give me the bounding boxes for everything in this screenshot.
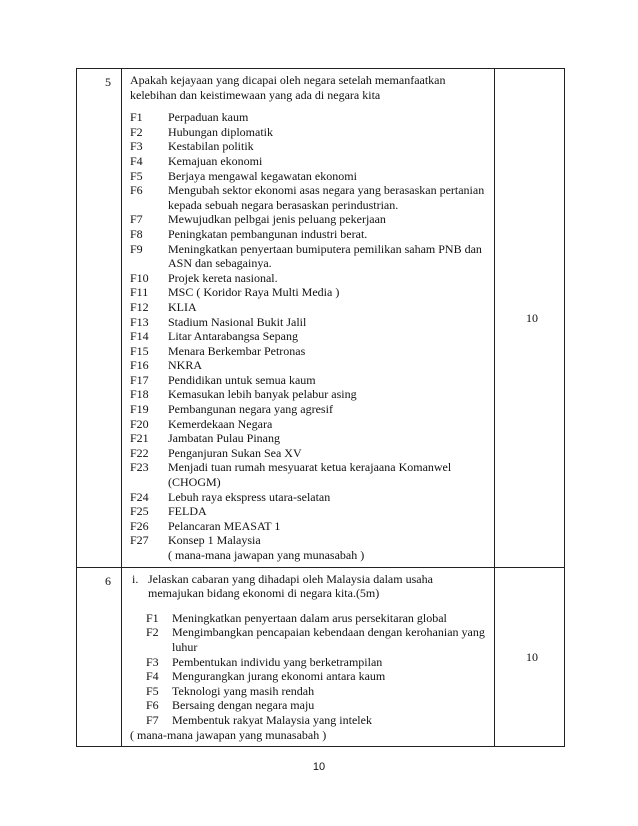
item-code: F19	[130, 402, 149, 417]
item-text: Bersaing dengan negara maju	[172, 698, 315, 713]
item-code: F7	[130, 212, 143, 227]
list-item	[130, 625, 488, 654]
marks-cell: 10	[495, 567, 565, 747]
question-text: Jelaskan cabaran yang dihadapi oleh Malaysia dalam usaha memajukan bidang ekonomi di negara kita.(5m)	[148, 571, 433, 601]
list-item	[130, 402, 488, 417]
item-code: F21	[130, 431, 149, 446]
list-item	[130, 139, 488, 154]
question-block	[130, 572, 488, 601]
item-text: Peningkatan pembangunan industri berat.	[168, 226, 368, 241]
list-item	[130, 446, 488, 461]
list-item	[130, 227, 488, 242]
item-text: Menjadi tuan rumah mesyuarat ketua kerajaana Komanwel (CHOGM)	[168, 460, 452, 490]
item-code: F7	[146, 712, 159, 727]
list-item	[130, 669, 488, 684]
question-number: 5	[77, 69, 122, 568]
item-code: F9	[130, 241, 143, 256]
list-item	[130, 285, 488, 300]
item-code: F27	[130, 533, 149, 548]
item-text: MSC ( Koridor Raya Multi Media )	[168, 285, 340, 300]
item-text: Menara Berkembar Petronas	[168, 343, 306, 358]
item-code: F1	[146, 610, 159, 625]
item-text: Pelancaran MEASAT 1	[168, 518, 281, 533]
list-item	[130, 242, 488, 271]
list-item	[130, 490, 488, 505]
item-text: Kemasukan lebih banyak pelabur asing	[168, 387, 357, 402]
answer-cell	[122, 69, 495, 568]
answer-note: ( mana-mana jawapan yang munasabah )	[130, 727, 327, 742]
item-text: NKRA	[168, 358, 203, 373]
item-code: F4	[130, 153, 143, 168]
item-code: F17	[130, 372, 149, 387]
item-code: F16	[130, 358, 149, 373]
item-code: F5	[146, 683, 159, 698]
item-code: F6	[130, 183, 143, 198]
item-text: Pembangunan negara yang agresif	[168, 402, 333, 417]
item-text: Membentuk rakyat Malaysia yang intelek	[172, 712, 372, 727]
item-code: F24	[130, 489, 149, 504]
item-text: Konsep 1 Malaysia	[168, 533, 261, 548]
question-text: Apakah kejayaan yang dicapai oleh negara setelah memanfaatkan kelebihan dan keistimewaan yang ada di negara kita	[130, 73, 446, 102]
marks-cell: 10	[495, 69, 565, 568]
item-code: F4	[146, 669, 159, 684]
item-code: F5	[130, 168, 143, 183]
item-text: Mengurangkan jurang ekonomi antara kaum	[172, 669, 386, 684]
item-text: Pendidikan untuk semua kaum	[168, 372, 316, 387]
answer-note: ( mana-mana jawapan yang munasabah )	[168, 548, 365, 562]
list-item	[130, 611, 488, 626]
list-item	[130, 169, 488, 184]
item-code: F23	[130, 460, 149, 475]
item-code: F22	[130, 445, 149, 460]
list-item	[130, 183, 488, 212]
list-item	[130, 344, 488, 359]
list-item	[130, 460, 488, 489]
list-item	[130, 387, 488, 402]
item-text: Mengimbangkan pencapaian kebendaan dengan kerohanian yang luhur	[172, 625, 485, 654]
list-item	[130, 655, 488, 670]
list-item	[130, 125, 488, 140]
item-text: Pembentukan individu yang berketrampilan	[172, 654, 383, 669]
list-item	[130, 315, 488, 330]
item-code: F6	[146, 698, 159, 713]
list-item	[130, 684, 488, 699]
item-text: Berjaya mengawal kegawatan ekonomi	[168, 168, 357, 183]
answer-scheme-table	[76, 68, 565, 747]
item-code: F3	[146, 654, 159, 669]
item-code: F20	[130, 416, 149, 431]
list-item	[130, 698, 488, 713]
item-text: Stadium Nasional Bukit Jalil	[168, 314, 307, 329]
item-text: Meningkatkan penyertaan dalam arus persekitaran global	[172, 610, 447, 625]
item-code: F14	[130, 329, 149, 344]
answer-list	[130, 110, 488, 548]
list-item	[130, 212, 488, 227]
item-code: F18	[130, 387, 149, 402]
answer-cell	[122, 567, 495, 747]
question-roman: i.	[132, 571, 139, 586]
item-text: Hubungan diplomatik	[168, 124, 273, 139]
page-number: 10	[312, 761, 326, 773]
item-text: Litar Antarabangsa Sepang	[168, 329, 298, 344]
table-row	[77, 69, 565, 568]
list-item	[130, 504, 488, 519]
list-item	[130, 154, 488, 169]
item-text: Projek kereta nasional.	[168, 270, 278, 285]
item-text: FELDA	[168, 504, 207, 519]
item-text: Perpaduan kaum	[168, 110, 249, 125]
item-text: Lebuh raya ekspress utara-selatan	[168, 489, 331, 504]
item-text: Jambatan Pulau Pinang	[168, 431, 280, 446]
answer-list	[130, 611, 488, 728]
list-item	[130, 533, 488, 548]
item-text: Kestabilan politik	[168, 139, 254, 154]
item-code: F1	[130, 110, 143, 125]
item-code: F10	[130, 270, 149, 285]
question-number: 6	[77, 567, 122, 747]
list-item	[130, 271, 488, 286]
list-item	[130, 110, 488, 125]
item-text: Mewujudkan pelbgai jenis peluang pekerjaan	[168, 212, 386, 227]
item-text: KLIA	[168, 299, 197, 314]
item-code: F12	[130, 299, 149, 314]
list-item	[130, 431, 488, 446]
item-code: F2	[130, 124, 143, 139]
list-item	[130, 358, 488, 373]
list-item	[130, 417, 488, 432]
item-code: F15	[130, 343, 149, 358]
item-text: Mengubah sektor ekonomi asas negara yang berasaskan pertanian kepada sebuah negara berasaskan perindustrian.	[168, 183, 485, 212]
item-code: F11	[130, 285, 149, 300]
item-code: F2	[146, 625, 159, 640]
list-item	[130, 329, 488, 344]
item-text: Meningkatkan penyertaan bumiputera pemilikan saham PNB dan ASN dan sebagainya.	[168, 241, 482, 271]
item-text: Teknologi yang masih rendah	[172, 683, 315, 698]
item-code: F26	[130, 518, 149, 533]
item-code: F3	[130, 139, 143, 154]
item-text: Penganjuran Sukan Sea XV	[168, 445, 302, 460]
item-code: F8	[130, 226, 143, 241]
list-item	[130, 519, 488, 534]
item-code: F25	[130, 504, 149, 519]
list-item	[130, 713, 488, 728]
item-code: F13	[130, 314, 149, 329]
table-row	[77, 567, 565, 747]
list-item	[130, 373, 488, 388]
item-text: Kemajuan ekonomi	[168, 153, 263, 168]
list-item	[130, 300, 488, 315]
item-text: Kemerdekaan Negara	[168, 416, 273, 431]
